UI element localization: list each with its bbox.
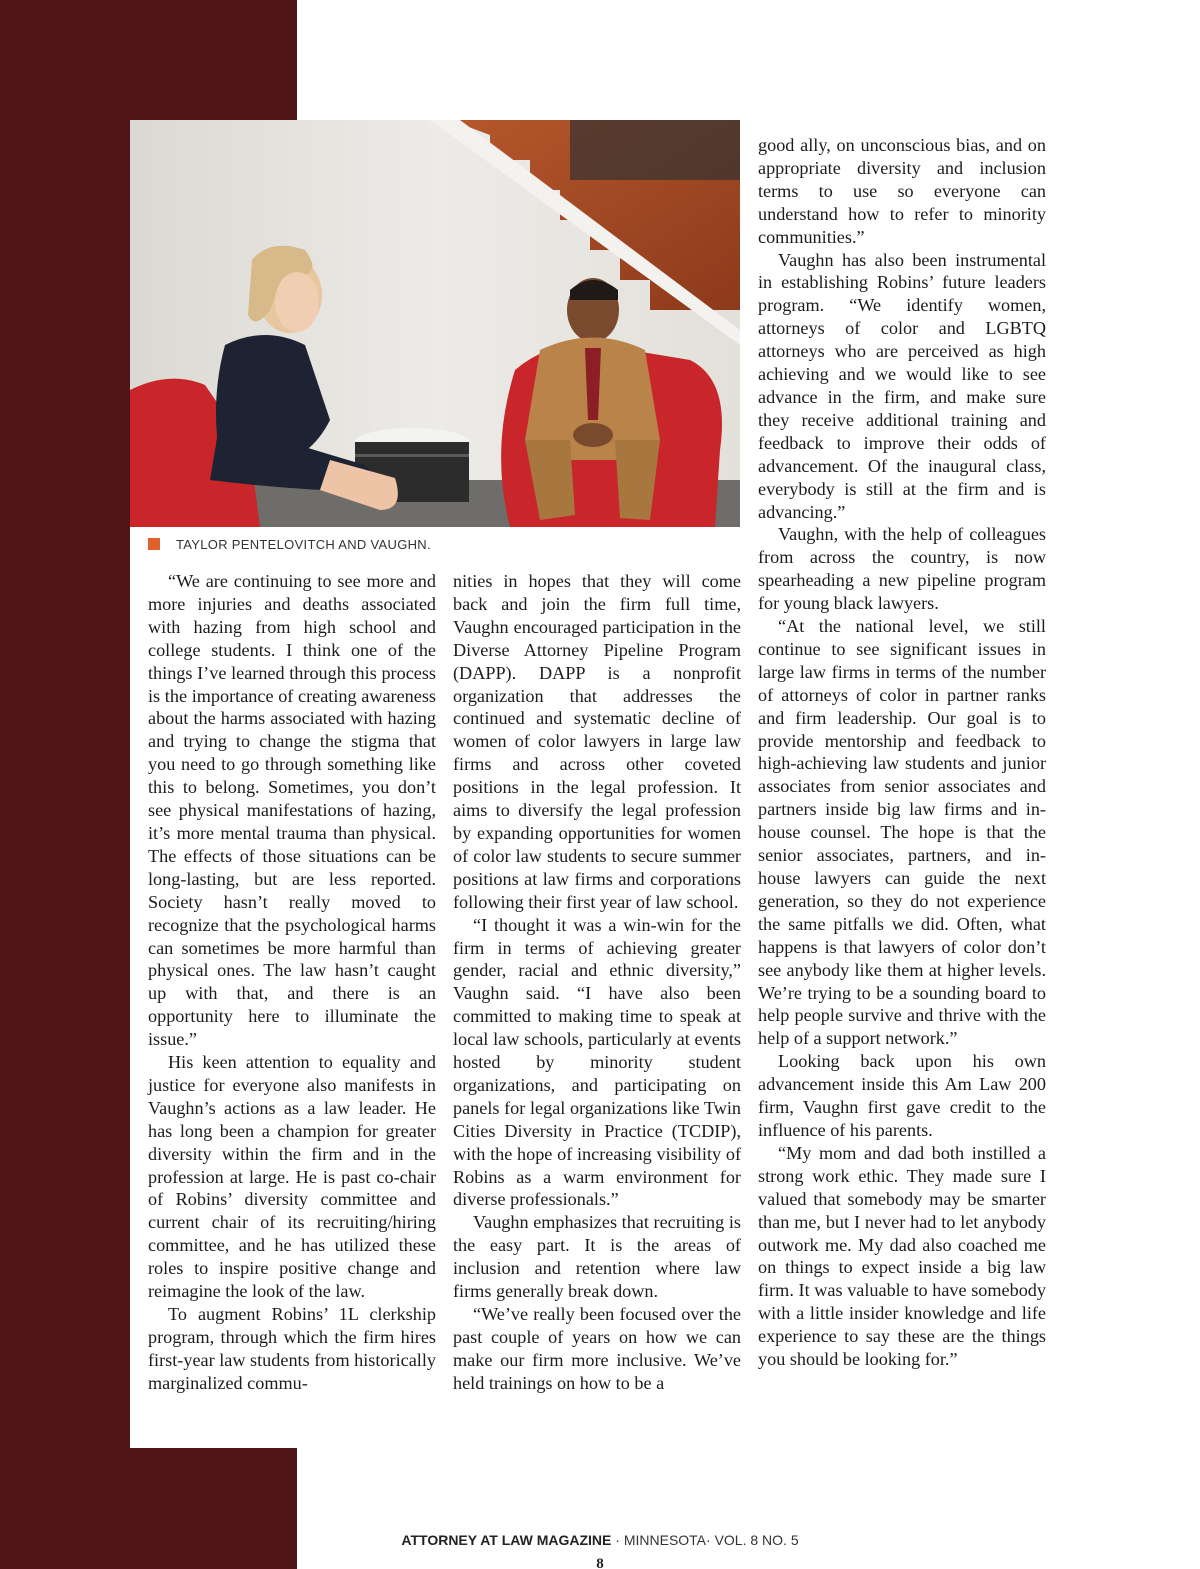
page-number: 8 <box>596 1556 604 1569</box>
photo-caption <box>148 535 431 553</box>
magazine-title: ATTORNEY AT LAW MAGAZINE <box>401 1532 612 1548</box>
paragraph: Vaughn, with the help of colleagues from across the country, is now spearheading a new pipeline program for young black lawyers. <box>758 524 1046 614</box>
interview-photo-illustration <box>130 120 740 527</box>
article-column-3 <box>758 134 1046 1371</box>
page-footer <box>394 1532 806 1548</box>
paragraph: good ally, on unconscious bias, and on appropriate diversity and inclusion terms to use so everyone can understand how to refer to minority communities.” <box>758 135 1046 247</box>
article-column-2 <box>453 570 741 1395</box>
paragraph: “My mom and dad both instilled a strong work ethic. They made sure I valued that somebody may be smarter than me, but I never had to let anybody outwork me. My dad also coached me on things to expect inside a big law firm. It was valuable to have somebody with a little insider knowledge and life experience to say these are the things you should be looking for.” <box>758 1142 1046 1370</box>
paragraph: Looking back upon his own advancement inside this Am Law 200 firm, Vaughn first gave credit to the influence of his parents. <box>758 1051 1046 1140</box>
caption-square-icon <box>148 538 160 550</box>
article-column-1 <box>148 570 436 1395</box>
paragraph: His keen attention to equality and justice for everyone also manifests in Vaughn’s actions as a law leader. He has long been a champion for greater diversity within the firm and in the profession at large. He is past co-chair of Robins’ diversity committee and current chair of its recruiting/hiring committee, and he has utilized these roles to inspire positive change and reimagine the look of the law. <box>148 1052 436 1302</box>
paragraph: “At the national level, we still continue to see significant issues in large law firms in terms of the number of attorneys of color in partner ranks and firm leadership. Our goal is to provide mentorship and feedback to high-achieving law students and junior associates from senior associates and partners inside big law firms and in-house counsel. The hope is that the senior associates, partners, and in-house lawyers can guide the next generation, so they do not experience the same pitfalls we did. Often, what happens is that lawyers of color don’t see anybody like them at higher levels. We’re trying to be a sounding board to help people survive and thrive with the help of a support network.” <box>758 616 1046 1049</box>
paragraph: Vaughn has also been instrumental in establishing Robins’ future leaders program. “We identify women, attorneys of color and LGBTQ attorneys who are perceived as high achieving and we would like to see advance in the firm, and make sure they receive additional training and feedback to improve their odds of advancement. Of the inaugural class, everybody is still at the firm and is advancing.” <box>758 249 1046 522</box>
paragraph: nities in hopes that they will come back and join the firm full time, Vaughn encouraged participation in the Diverse Attorney Pipeline Program (DAPP). DAPP is a nonprofit organization that addresses the continued and systematic decline of women of color lawyers in large law firms and across other coveted positions in the legal profession. It aims to diversify the legal profession by expanding opportunities for women of color law students to secure summer positions at law firms and corporations following their first year of law school. <box>453 571 741 912</box>
paragraph: To augment Robins’ 1L clerkship program, through which the firm hires first-year law students from historically marginalized commu- <box>148 1304 436 1393</box>
caption-text: TAYLOR PENTELOVITCH AND VAUGHN. <box>176 536 431 552</box>
paragraph: “I thought it was a win-win for the firm in terms of achieving greater gender, racial and ethnic diversity,” Vaughn said. “I have also been committed to making time to speak at local law schools, particularly at events hosted by minority student organizations, and participating on panels for legal organizations like Twin Cities Diversity in Practice (TCDIP), with the hope of increasing visibility of Robins as a warm environment for diverse professionals.” <box>453 914 741 1210</box>
edition-info: · MINNESOTA· VOL. 8 NO. 5 <box>611 1532 799 1548</box>
paragraph: Vaughn emphasizes that recruiting is the easy part. It is the areas of inclusion and retention where law firms generally break down. <box>453 1212 741 1302</box>
paragraph: “We are continuing to see more and more injuries and deaths associated with hazing from high school and college students. I think one of the things I’ve learned through this process is the importance of creating awareness about the harms associated with hazing and trying to change the stigma that you need to go through something like this to belong. Sometimes, you don’t see physical manifestations of hazing, it’s more mental trauma than physical. The effects of those situations can be long-lasting, but are less reported. Society hasn’t really moved to recognize that the psychological harms can sometimes be more harmful than physical ones. The law hasn’t caught up with that, and there is an opportunity here to illuminate the issue.” <box>148 571 436 1050</box>
paragraph: “We’ve really been focused over the past couple of years on how we can make our firm more inclusive. We’ve held trainings on how to be a <box>453 1304 741 1393</box>
article-photo <box>130 120 740 527</box>
